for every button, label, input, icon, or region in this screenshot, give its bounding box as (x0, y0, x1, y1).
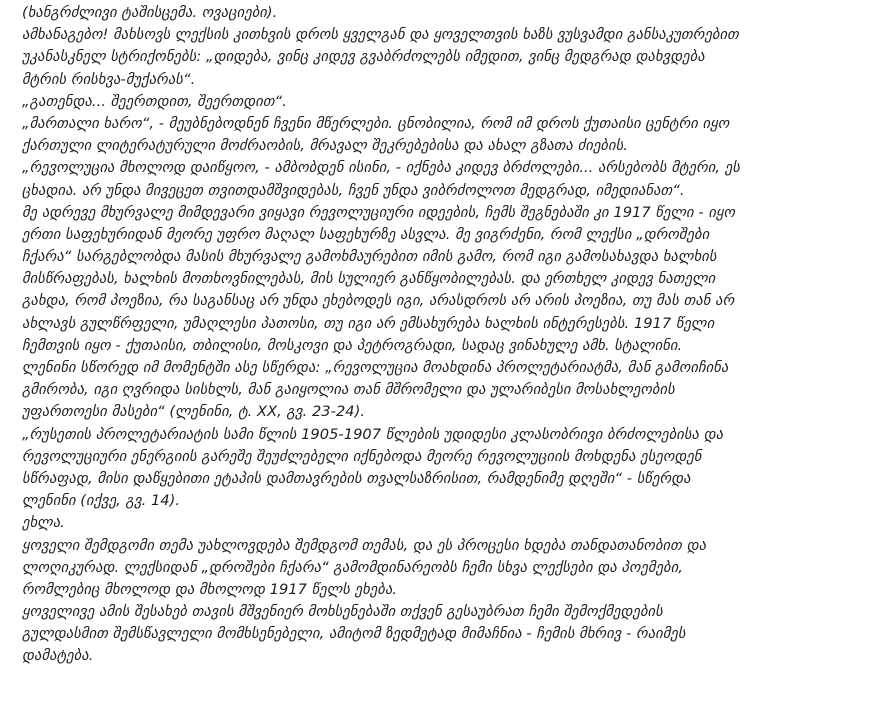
text-line: „რევოლუცია მხოლოდ დაიწყოო, - ამბობდენ ისინი, - იქნება კიდევ ბრძოლები... არსებობს მტერი, ეს (22, 159, 740, 177)
text-line: ჩქარა“ სარგებლობდა მასის მხურვალე გამოხმაურებით იმის გამო, რომ იგი გამოსახავდა ხალხის (22, 248, 717, 266)
text-line: „მართალი ხარო“, - მეუბნებოდნენ ჩვენი მწერლები. ცნობილია, რომ იმ დროს ქუთაისი ცენტრი იყო (22, 114, 730, 132)
text-line: გახდა, რომ პოეზია, რა საგანსაც არ უნდა ეხებოდეს იგი, არასდროს არ არის პოეზია, თუ მას თან არ (22, 292, 735, 310)
text-line: რომლებიც მხოლოდ და მხოლოდ 1917 წელს ეხება. (22, 580, 398, 598)
text-line: ლოღიკურად. ლექსიდან „დროშები ჩქარა“ გამომდინარეობს ჩემი სხვა ლექსები და პოემები, (22, 558, 683, 576)
text-line: ამხანაგებო! მახსოვს ლექსის კითხვის დროს ყველგან და ყოველთვის ხაზს ვუსვამდი განსაკუთრებით (22, 26, 739, 44)
text-line: მტრის რისხვა-მუქარას“. (22, 70, 196, 88)
text-line: სწრაფად, მისი დაწყებითი ეტაპის დამთავრების თვალსაზრისით, რამდენიმე დღეში“ - სწერდა (22, 469, 691, 487)
text-line: „რუსეთის პროლეტარიატის სამი წლის 1905-1907 წლების უდიდესი კლასობრივი ბრძოლებისა და (22, 425, 724, 443)
text-line: ერთი საფეხურიდან მეორე უფრო მაღალ საფეხურზე ასვლა. მე ვიგრძენი, რომ ლექსი „დროშები (22, 225, 710, 243)
text-line: უკანასკნელ სტრიქონებს: „დიდება, ვინც კიდევ გვაბრძოლებს იმედით, ვინც მედგრად დახვდება (22, 48, 705, 66)
text-line: ყოველი შემდგომი თემა უახლოვდება შემდგომ თემას, და ეს პროცესი ხდება თანდათანობით და (22, 536, 707, 554)
text-line: გმირობა, იგი ღვრიდა სისხლს, მან გაიყოლია თან მშრომელი და ულარიბესი მოსახლეობის (22, 381, 675, 399)
text-line: ცხადია. არ უნდა მივეცეთ თვითდამშვიდებას, ჩვენ უნდა ვიბრძოლოთ მედგრად, იმედიანათ“. (22, 181, 685, 199)
text-line: უფართოესი მასები“ (ლენინი, ტ. XX, გვ. 23-24). (22, 403, 366, 421)
text-line: მე ადრევე მხურვალე მიმდევარი ვიყავი რევოლუციური იდეების, ჩემს შეგნებაში კი 1917 წელი - იყო (22, 203, 736, 221)
text-line: ჩემთვის იყო - ქუთაისი, თბილისი, მოსკოვი და პეტროგრადი, სადაც ვინახულე ამხ. სტალინი. (22, 336, 683, 354)
document-body (22, 2, 862, 668)
text-line: ეხლა. (22, 514, 65, 532)
text-line: ყოველივე ამის შესახებ თავის მშვენიერ მოხსენებაში თქვენ გესაუბრათ ჩემი შემოქმედების (22, 603, 663, 621)
text-line: გულდასმით შემსწავლელი მომხსენებელი, ამიტომ ზედმეტად მიმაჩნია - ჩემის მხრივ - რაიმეს (22, 625, 686, 643)
text-line: დამატება. (22, 647, 94, 665)
text-line: ლენინი სწორედ იმ მომენტში ასე სწერდა: „რევოლუცია მოახდინა პროლეტარიატმა, მან გამოიჩინა (22, 359, 729, 376)
text-line: ლენინი (იქვე, გვ. 14). (22, 492, 181, 510)
text-line: მისწრაფებას, ხალხის მოთხოვნილებას, მის სულიერ განწყობილებას. და ერთხელ კიდევ ნათელი (22, 270, 716, 288)
text-line: „გათენდა... შეერთდით, შეერთდით“. (22, 92, 287, 110)
text-line: ქართული ლიტერატურული მოძრაობის, მრავალ შეკრებებისა და ახალ გზათა ძიების. (22, 137, 628, 155)
text-line: (ხანგრძლივი ტაშისცემა. ოვაციები). (22, 4, 278, 21)
text-line: რევოლუციური ენერგიის გარეშე შეუძლებელი იქნებოდა მეორე რევოლუციის მოხდენა ესეოდენ (22, 447, 702, 465)
text-line: ახლავს გულწრფელი, უმაღლესი პათოსი, თუ იგი არ ემსახურება ხალხის ინტერესებს. 1917 წელი (22, 314, 715, 332)
